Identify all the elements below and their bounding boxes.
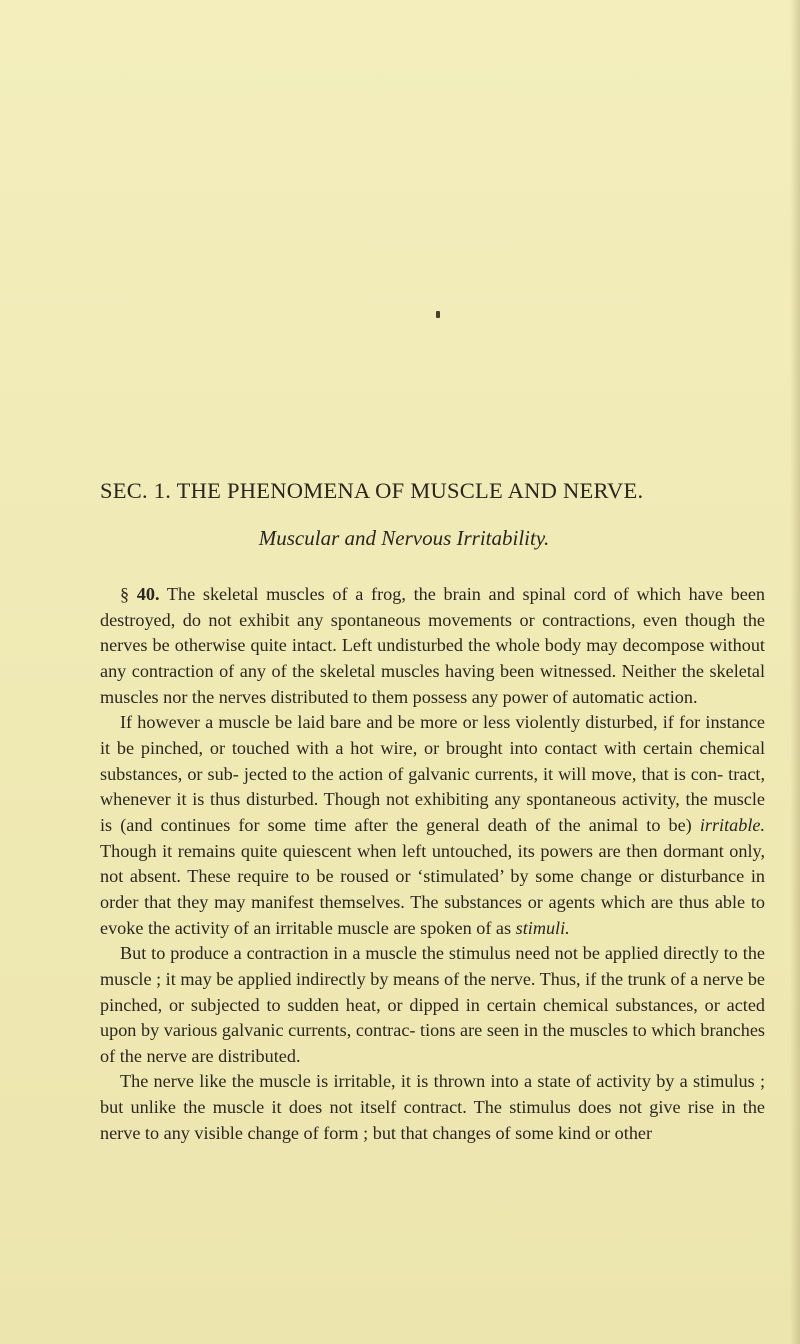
paragraph-2-text-b: Though it remains quite quiescent when left untouched, its powers are then dormant only, not absent. These require to be roused or ‘stimulated’ by some change or disturbance in order that they may manifest themselves. The substances or agents which are thus able to evoke the activity of an irritable muscle are spoken of as (100, 840, 765, 938)
term-irritable: irritable. (699, 814, 765, 835)
subheading: Muscular and Nervous Irritability. (258, 526, 550, 550)
paragraph-2 (100, 710, 765, 941)
paragraph-2-text-a: If however a muscle be laid bare and be more or less violently disturbed, if for instance it be pinched, or touched with a hot wire, or brought into contact with certain chemical substances, or sub- jected to the action of galvanic currents, it will move, that is con- tract, whenever it is thus disturbed. Though not exhibiting any spontaneous activity, the muscle is (and continues for some time after the general death of the animal to be) (100, 712, 765, 835)
section-number: 40. (136, 584, 160, 604)
ink-mark (436, 311, 440, 318)
term-stimuli: stimuli. (515, 917, 570, 938)
paragraph-4 (100, 1069, 765, 1146)
paragraph-3-text: But to produce a contraction in a muscle the stimulus need not be applied directly to the muscle ; it may be applied indirectly by means of the nerve. Thus, if the trunk of a nerve be pinched, or subjected to sudden heat, or dipped in certain chemical substances, or acted upon by various galvanic currents, contrac- tions are seen in the muscles to which branches of the nerve are distributed. (100, 943, 765, 1066)
paragraph-1 (100, 582, 765, 710)
paragraph-1-text: The skeletal muscles of a frog, the brain and spinal cord of which have been destroyed, do not exhibit any spontaneous movements or contractions, even though the nerves be otherwise quite intact. Left undisturbed the whole body may decompose without any contraction of any of the skeletal muscles having been witnessed. Neither the skeletal muscles nor the nerves distributed to them possess any power of automatic action. (100, 584, 766, 707)
paragraph-4-text: The nerve like the muscle is irritable, it is thrown into a state of activity by a stimulus ; but unlike the muscle it does not itself contract. The stimulus does not give rise in the nerve to any visible change of form ; but that changes of some kind or other (100, 1071, 765, 1143)
body-text (100, 582, 765, 1146)
paragraph-3 (100, 941, 765, 1069)
section-sign: § (120, 584, 130, 604)
section-heading: SEC. 1. THE PHENOMENA OF MUSCLE AND NERVE. (100, 478, 644, 503)
